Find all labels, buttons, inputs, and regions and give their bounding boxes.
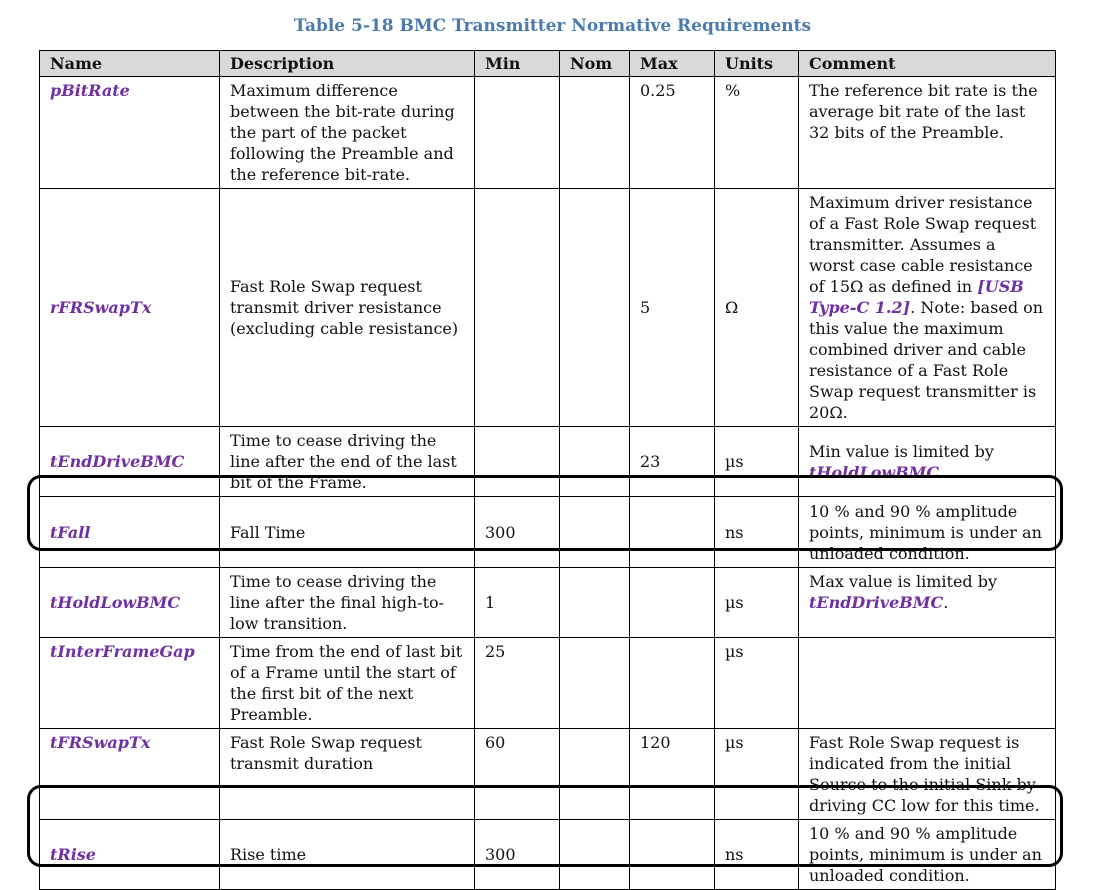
param-name: tRise: [40, 820, 220, 890]
param-units: µs: [715, 638, 799, 729]
col-header-name: Name: [40, 51, 220, 77]
param-name: rFRSwapTx: [40, 189, 220, 427]
param-nom: [560, 189, 630, 427]
param-name: pBitRate: [40, 77, 220, 189]
param-min: [475, 427, 560, 497]
param-reference-link[interactable]: tHoldLowBMC: [809, 462, 940, 482]
param-max: 0.25: [630, 77, 715, 189]
param-units: µs: [715, 729, 799, 820]
param-nom: [560, 77, 630, 189]
param-description: Time to cease driving the line after the end of the last bit of the Frame.: [220, 427, 475, 497]
param-min: 1: [475, 568, 560, 638]
param-name: tHoldLowBMC: [40, 568, 220, 638]
spec-reference-link[interactable]: [USB Type-C 1.2]: [809, 277, 1024, 317]
param-description: Time from the end of last bit of a Frame until the start of the first bit of the next Preamble.: [220, 638, 475, 729]
param-name: tFRSwapTx: [40, 729, 220, 820]
param-min: 300: [475, 820, 560, 890]
param-comment: 10 % and 90 % amplitude points, minimum is under an unloaded condition.: [799, 820, 1056, 890]
param-min: 25: [475, 638, 560, 729]
param-min: 60: [475, 729, 560, 820]
col-header-units: Units: [715, 51, 799, 77]
comment-text: .: [939, 462, 945, 482]
param-max: [630, 638, 715, 729]
param-name: tInterFrameGap: [40, 638, 220, 729]
param-max: [630, 497, 715, 568]
comment-text: Max value is limited by: [809, 572, 998, 591]
param-units: ns: [715, 820, 799, 890]
param-units: µs: [715, 568, 799, 638]
param-max: [630, 568, 715, 638]
param-name: tEndDriveBMC: [40, 427, 220, 497]
requirements-table: [39, 50, 1056, 890]
comment-text: .: [943, 593, 949, 612]
col-header-comment: Comment: [799, 51, 1056, 77]
param-units: %: [715, 77, 799, 189]
param-nom: [560, 729, 630, 820]
param-max: 120: [630, 729, 715, 820]
param-min: 300: [475, 497, 560, 568]
param-units: µs: [715, 427, 799, 497]
param-comment: Fast Role Swap request is indicated from the initial Source to the initial Sink by driving CC low for this time.: [799, 729, 1056, 820]
param-name: tFall: [40, 497, 220, 568]
param-description: Maximum difference between the bit-rate during the part of the packet following the Preamble and the reference bit-rate.: [220, 77, 475, 189]
param-comment: [799, 189, 1056, 427]
param-description: Rise time: [220, 820, 475, 890]
param-max: [630, 820, 715, 890]
param-units: ns: [715, 497, 799, 568]
param-description: Fast Role Swap request transmit driver resistance (excluding cable resistance): [220, 189, 475, 427]
param-comment: 10 % and 90 % amplitude points, minimum is under an unloaded condition.: [799, 497, 1056, 568]
table-row: [40, 729, 1056, 820]
header-row: [40, 51, 1056, 77]
comment-text: Maximum driver resistance of a Fast Role Swap request transmitter. Assumes a worst case cable resistance of 15Ω as defined in: [809, 193, 1037, 296]
param-min: [475, 189, 560, 427]
table-row: [40, 820, 1056, 890]
param-max: 5: [630, 189, 715, 427]
param-units: Ω: [715, 189, 799, 427]
param-description: Fall Time: [220, 497, 475, 568]
col-header-description: Description: [220, 51, 475, 77]
param-description: Time to cease driving the line after the final high-to-low transition.: [220, 568, 475, 638]
param-nom: [560, 568, 630, 638]
col-header-min: Min: [475, 51, 560, 77]
param-nom: [560, 820, 630, 890]
param-comment: [799, 568, 1056, 638]
param-comment: [799, 427, 1056, 497]
param-nom: [560, 638, 630, 729]
param-nom: [560, 497, 630, 568]
param-nom: [560, 427, 630, 497]
param-description: Fast Role Swap request transmit duration: [220, 729, 475, 820]
table-caption: Table 5-18 BMC Transmitter Normative Requirements: [293, 16, 812, 36]
param-comment: [799, 638, 1056, 729]
comment-text: . Note: based on this value the maximum combined driver and cable resistance of a Fast Role Swap request transmitter is 20Ω.: [809, 298, 1044, 422]
param-reference-link[interactable]: tEndDriveBMC: [809, 593, 944, 612]
table-row: [40, 568, 1056, 638]
col-header-max: Max: [630, 51, 715, 77]
col-header-nom: Nom: [560, 51, 630, 77]
table-row: [40, 77, 1056, 189]
table-row: [40, 427, 1056, 497]
comment-text: Min value is limited by: [809, 441, 994, 461]
table-row: [40, 638, 1056, 729]
table-row: [40, 497, 1056, 568]
param-comment: The reference bit rate is the average bit rate of the last 32 bits of the Preamble.: [799, 77, 1056, 189]
param-min: [475, 77, 560, 189]
param-max: 23: [630, 427, 715, 497]
table-row: [40, 189, 1056, 427]
